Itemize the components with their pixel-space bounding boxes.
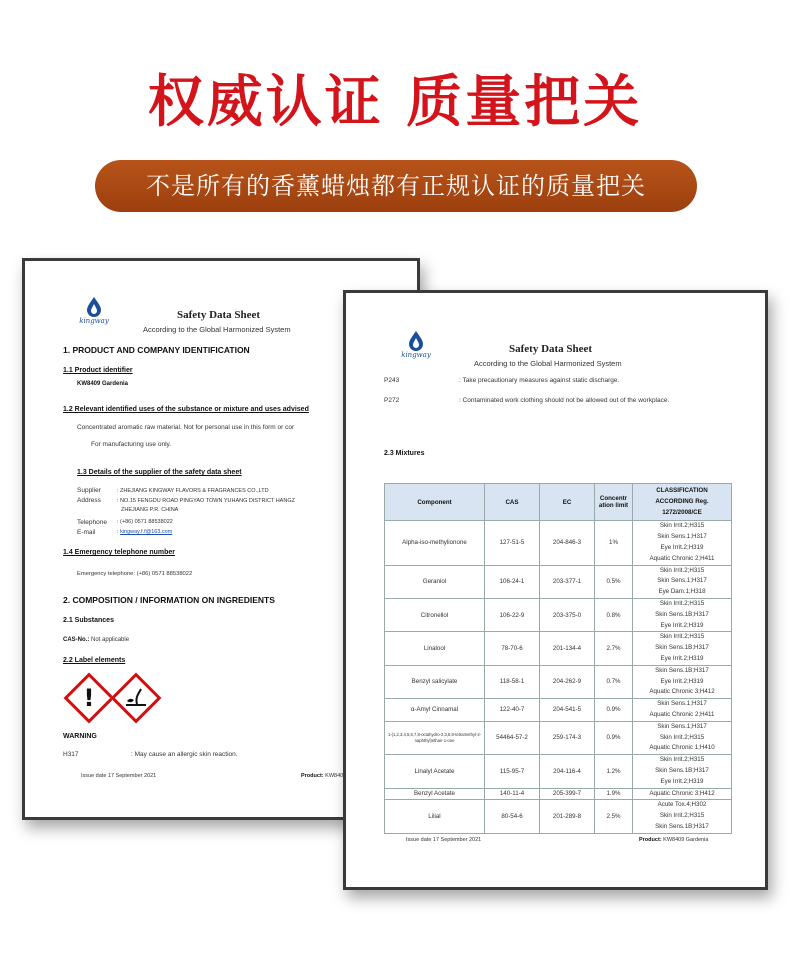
classification-cell xyxy=(633,598,732,631)
classification-line: Aquatic Chronic 1;H410 xyxy=(649,744,715,752)
h317-code: H317 xyxy=(63,751,79,758)
issue-date: Issue date 17 September 2021 xyxy=(81,773,157,779)
ec-cell: 204-116-4 xyxy=(540,755,595,788)
issue-date: Issue date 17 September 2021 xyxy=(406,837,482,843)
address-value-1: : NO.15 FENGDU ROAD PINGYAO TOWN YUHANG DISTRICT HANGZ xyxy=(117,498,295,504)
classification-line: Skin Irrit.2;H315 xyxy=(659,633,705,641)
product-footer: Product: KW8409 Gardenia xyxy=(639,837,709,843)
limit-cell: 1.9% xyxy=(595,788,633,800)
classification-line: Skin Irrit.2;H315 xyxy=(659,812,705,820)
section-1-heading: 1. PRODUCT AND COMPANY IDENTIFICATION xyxy=(63,345,250,355)
limit-cell: 2.7% xyxy=(595,632,633,665)
product-footer: Product: KW840 xyxy=(301,773,344,779)
classification-line: Skin Sens.1B;H317 xyxy=(655,766,709,774)
table-row xyxy=(385,755,732,788)
component-cell: Alpha-iso-methylionone xyxy=(385,521,485,565)
cas-cell: 106-24-1 xyxy=(485,565,540,598)
table-row xyxy=(385,721,732,754)
classification-cell xyxy=(633,699,732,722)
cas-cell: 127-51-5 xyxy=(485,521,540,565)
table-row xyxy=(385,598,732,631)
classification-line: Eye Irrit.2;H319 xyxy=(660,677,704,685)
sheet-subtitle: According to the Global Harmonized System xyxy=(143,325,291,334)
limit-cell: 0.8% xyxy=(595,598,633,631)
col-concentration-limit: Concentr ation limit xyxy=(595,484,633,521)
section-1-3-heading: 1.3 Details of the supplier of the safety data sheet xyxy=(77,469,242,476)
cas-cell: 122-40-7 xyxy=(485,699,540,722)
section-1-2-heading: 1.2 Relevant identified uses of the substance or mixture and uses advised xyxy=(63,406,309,413)
ec-cell: 204-846-3 xyxy=(540,521,595,565)
sheet-subtitle: According to the Global Harmonized System xyxy=(474,359,622,368)
classification-line: Acute Tox.4;H302 xyxy=(657,801,707,809)
classification-line: Skin Irrit.2;H315 xyxy=(659,522,705,530)
classification-line: Skin Sens.1;H317 xyxy=(657,533,707,541)
cas-cell: 80-54-6 xyxy=(485,800,540,833)
table-header-row xyxy=(385,484,732,521)
classification-line: Eye Irrit.2;H319 xyxy=(660,777,704,785)
use-line-1: Concentrated aromatic raw material. Not for personal use in this form or cor xyxy=(77,424,295,431)
classification-cell xyxy=(633,565,732,598)
table-row xyxy=(385,665,732,698)
limit-cell: 0.5% xyxy=(595,565,633,598)
component-cell: Benzyl salicylate xyxy=(385,665,485,698)
cas-cell: 115-95-7 xyxy=(485,755,540,788)
col-ec: EC xyxy=(540,484,595,521)
classification-line: Eye Irrit.2;H319 xyxy=(660,543,704,551)
classification-cell xyxy=(633,800,732,833)
limit-cell: 1% xyxy=(595,521,633,565)
classification-line: Aquatic Chronic 2;H411 xyxy=(649,554,715,562)
component-cell: 1-(1,2,3,4,5,6,7,8-octahydro-2,3,8,8-tetramethyl-2-naphthyl)ethan-1-one xyxy=(385,721,485,754)
telephone-label: Telephone xyxy=(77,519,107,526)
classification-line: Skin Irrit.2;H315 xyxy=(659,756,705,764)
table-row xyxy=(385,632,732,665)
component-cell: α-Amyl Cinnamal xyxy=(385,699,485,722)
classification-line: Skin Irrit.2;H315 xyxy=(659,566,705,574)
ec-cell: 204-262-9 xyxy=(540,665,595,698)
ec-cell: 203-377-1 xyxy=(540,565,595,598)
classification-line: Aquatic Chronic 2;H411 xyxy=(649,710,715,718)
classification-cell xyxy=(633,521,732,565)
component-cell: Geraniol xyxy=(385,565,485,598)
drop-logo-icon xyxy=(86,297,102,317)
section-2-1-heading: 2.1 Substances xyxy=(63,617,114,624)
kingway-logo xyxy=(77,297,111,325)
classification-line: Eye Irrit.2;H319 xyxy=(660,621,704,629)
h317-text: : May cause an allergic skin reaction. xyxy=(131,751,238,758)
classification-line: Aquatic Chronic 3;H412 xyxy=(649,789,715,797)
cas-row: CAS-No.: Not applicable xyxy=(63,637,130,643)
limit-cell: 0.7% xyxy=(595,665,633,698)
classification-line: Skin Sens.1B;H317 xyxy=(655,644,709,652)
address-value-2: ZHEJIANG P.R. CHINA xyxy=(121,507,179,513)
component-cell: Linalool xyxy=(385,632,485,665)
ec-cell: 203-375-0 xyxy=(540,598,595,631)
limit-cell: 1.2% xyxy=(595,755,633,788)
classification-line: Eye Irrit.2;H319 xyxy=(660,654,704,662)
classification-cell xyxy=(633,721,732,754)
address-label: Address xyxy=(77,497,101,504)
email-link[interactable]: kingway.f.f@163.com xyxy=(120,529,173,535)
supplier-value: : ZHEJIANG KINGWAY FLAVORS & FRAGRANCES CO.,LTD xyxy=(117,488,269,494)
supplier-label: Supplier xyxy=(77,487,101,494)
classification-cell xyxy=(633,755,732,788)
classification-line: Skin Sens.1B;H317 xyxy=(655,822,709,830)
environment-hazard-icon xyxy=(111,673,162,724)
limit-cell: 0.9% xyxy=(595,721,633,754)
ec-cell: 204-541-5 xyxy=(540,699,595,722)
cas-cell: 78-70-6 xyxy=(485,632,540,665)
use-line-2: For manufacturing use only. xyxy=(91,441,172,448)
telephone-value: : (+86) 0571 88538022 xyxy=(117,519,173,525)
email-row: : kingway.f.f@163.com xyxy=(117,529,173,535)
table-row xyxy=(385,699,732,722)
classification-line: Skin Irrit.2;H315 xyxy=(659,733,705,741)
cas-cell: 118-58-1 xyxy=(485,665,540,698)
table-row xyxy=(385,788,732,800)
logo-text: kingway xyxy=(401,351,431,359)
cas-cell: 54464-57-2 xyxy=(485,721,540,754)
ec-cell: 201-289-8 xyxy=(540,800,595,833)
classification-line: Aquatic Chronic 3;H412 xyxy=(649,688,715,696)
classification-line: Skin Sens.1;H317 xyxy=(657,722,707,730)
classification-line: Skin Sens.1B;H317 xyxy=(655,666,709,674)
section-1-4-heading: 1.4 Emergency telephone number xyxy=(63,549,176,556)
product-identifier: KW8409 Gardenia xyxy=(77,381,129,387)
section-1-1-heading: 1.1 Product identifier xyxy=(63,367,133,374)
component-cell: Citronellol xyxy=(385,598,485,631)
logo-text: kingway xyxy=(79,317,109,325)
mixtures-table xyxy=(384,483,732,834)
safety-data-sheet-page-2 xyxy=(343,290,768,890)
classification-line: Skin Irrit.2;H315 xyxy=(659,599,705,607)
subtitle-banner: 不是所有的香薰蜡烛都有正规认证的质量把关 xyxy=(95,160,697,212)
component-cell: Linalyl Acetate xyxy=(385,755,485,788)
table-row xyxy=(385,800,732,833)
drop-logo-icon xyxy=(408,331,424,351)
p243-code: P243 xyxy=(384,377,400,384)
section-2-2-heading: 2.2 Label elements xyxy=(63,657,126,664)
warning-label: WARNING xyxy=(63,733,97,740)
ec-cell: 205-399-7 xyxy=(540,788,595,800)
p243-text: : Take precautionary measures against static discharge. xyxy=(459,377,620,384)
classification-line: Skin Sens.1;H317 xyxy=(657,577,707,585)
kingway-logo xyxy=(399,331,433,359)
exclamation-hazard-icon: ! xyxy=(64,673,115,724)
classification-cell xyxy=(633,788,732,800)
col-cas: CAS xyxy=(485,484,540,521)
classification-line: Eye Dam.1;H318 xyxy=(658,588,706,596)
emergency-telephone: Emergency telephone: (+86) 0571 88538022 xyxy=(77,571,193,577)
cas-cell: 106-22-9 xyxy=(485,598,540,631)
classification-line: Skin Sens.1B;H317 xyxy=(655,610,709,618)
headline: 权威认证 质量把关 xyxy=(147,70,643,135)
col-component: Component xyxy=(385,484,485,521)
sheet-title: Safety Data Sheet xyxy=(509,343,593,355)
email-label: E-mail xyxy=(77,529,96,536)
table-row xyxy=(385,521,732,565)
sheet-title: Safety Data Sheet xyxy=(177,309,261,321)
col-classification: CLASSIFICATION ACCORDING Reg. 1272/2008/CE xyxy=(633,484,732,521)
p272-text: : Contaminated work clothing should not be allowed out of the workplace. xyxy=(459,397,670,404)
table-row xyxy=(385,565,732,598)
classification-line: Skin Sens.1;H317 xyxy=(657,700,707,708)
cas-cell: 140-11-4 xyxy=(485,788,540,800)
ec-cell: 259-174-3 xyxy=(540,721,595,754)
limit-cell: 2.5% xyxy=(595,800,633,833)
limit-cell: 0.9% xyxy=(595,699,633,722)
component-cell: Lilial xyxy=(385,800,485,833)
classification-cell xyxy=(633,665,732,698)
ec-cell: 201-134-4 xyxy=(540,632,595,665)
component-cell: Benzyl Acetate xyxy=(385,788,485,800)
p272-code: P272 xyxy=(384,397,400,404)
section-2-heading: 2. COMPOSITION / INFORMATION ON INGREDIENTS xyxy=(63,595,275,605)
classification-cell xyxy=(633,632,732,665)
mixtures-heading: 2.3 Mixtures xyxy=(384,450,425,457)
